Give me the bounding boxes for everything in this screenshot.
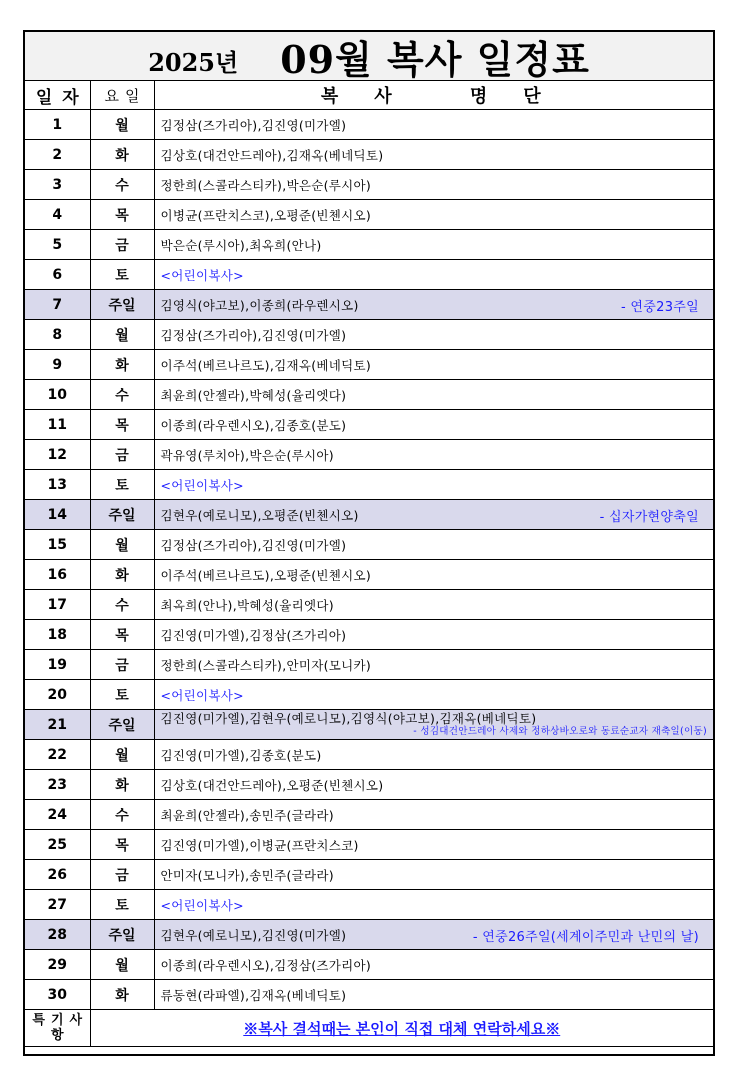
schedule-row <box>25 980 713 1010</box>
schedule-row <box>25 200 713 230</box>
server-names: 최윤희(안젤라),박혜성(율리엣다) <box>160 387 347 403</box>
servers-cell <box>154 830 713 860</box>
weekday: 주일 <box>90 920 154 950</box>
weekday: 화 <box>90 980 154 1010</box>
day-number: 19 <box>25 650 90 680</box>
servers-cell <box>154 740 713 770</box>
header-day: 일자 <box>25 81 90 110</box>
weekday: 수 <box>90 800 154 830</box>
servers-cell <box>154 350 713 380</box>
servers-cell <box>154 980 713 1010</box>
weekday: 목 <box>90 830 154 860</box>
servers-cell <box>154 230 713 260</box>
servers-cell <box>154 890 713 920</box>
server-names: 곽유영(루치아),박은순(루시아) <box>160 447 334 463</box>
schedule-row <box>25 740 713 770</box>
schedule-row <box>25 440 713 470</box>
server-names: 이주석(베르나르도),오평준(빈첸시오) <box>160 567 372 583</box>
schedule-row <box>25 680 713 710</box>
server-names: 김진영(미가엘),김종호(분도) <box>160 747 322 763</box>
schedule-row <box>25 650 713 680</box>
feast-note: - 십자가현양축일 <box>599 510 699 525</box>
server-names: 정한희(스콜라스티카),박은순(루시아) <box>160 177 372 193</box>
day-number: 30 <box>25 980 90 1010</box>
day-number: 23 <box>25 770 90 800</box>
servers-cell <box>154 620 713 650</box>
servers-cell <box>154 950 713 980</box>
server-names: 이병균(프란치스코),오평준(빈첸시오) <box>160 207 372 223</box>
day-number: 26 <box>25 860 90 890</box>
weekday: 토 <box>90 470 154 500</box>
weekday: 목 <box>90 200 154 230</box>
weekday: 목 <box>90 620 154 650</box>
day-number: 5 <box>25 230 90 260</box>
title-bar <box>25 32 713 81</box>
schedule-row <box>25 110 713 140</box>
server-names: 김정삼(즈가리아),김진영(미가엘) <box>160 537 347 553</box>
weekday: 토 <box>90 890 154 920</box>
day-number: 12 <box>25 440 90 470</box>
weekday: 수 <box>90 170 154 200</box>
server-names: 안미자(모니카),송민주(글라라) <box>160 867 334 883</box>
weekday: 금 <box>90 860 154 890</box>
server-names: 최옥희(안나),박혜성(율리엣다) <box>160 597 334 613</box>
server-names: <어린이복사> <box>160 477 244 493</box>
servers-cell <box>154 200 713 230</box>
day-number: 21 <box>25 710 90 740</box>
schedule-row <box>25 230 713 260</box>
server-names: 김진영(미가엘),이병균(프란치스코) <box>160 837 359 853</box>
server-names: <어린이복사> <box>160 267 244 283</box>
weekday: 토 <box>90 260 154 290</box>
day-number: 8 <box>25 320 90 350</box>
day-number: 24 <box>25 800 90 830</box>
server-names: 김상호(대건안드레아),김재옥(베네딕토) <box>160 147 384 163</box>
schedule-row <box>25 170 713 200</box>
page-title: 09월 복사 일정표 <box>280 36 590 82</box>
feast-note: - 연중23주일 <box>621 300 699 315</box>
servers-cell <box>154 380 713 410</box>
schedule-row <box>25 290 713 320</box>
weekday: 금 <box>90 440 154 470</box>
feast-note: - 연중26주일(세계이주민과 난민의 날) <box>472 930 699 945</box>
schedule-row <box>25 890 713 920</box>
schedule-row <box>25 140 713 170</box>
servers-cell <box>154 710 713 740</box>
schedule-row <box>25 260 713 290</box>
footer-row <box>25 1010 713 1047</box>
day-number: 14 <box>25 500 90 530</box>
schedule-row <box>25 860 713 890</box>
weekday: 화 <box>90 560 154 590</box>
day-number: 1 <box>25 110 90 140</box>
schedule-sheet <box>23 30 715 1056</box>
servers-cell <box>154 860 713 890</box>
servers-cell <box>154 410 713 440</box>
day-number: 29 <box>25 950 90 980</box>
server-names: 김진영(미가엘),김정삼(즈가리아) <box>160 627 347 643</box>
weekday: 주일 <box>90 290 154 320</box>
schedule-row <box>25 380 713 410</box>
servers-cell <box>154 500 713 530</box>
weekday: 화 <box>90 770 154 800</box>
server-names: <어린이복사> <box>160 687 244 703</box>
weekday: 월 <box>90 110 154 140</box>
server-names: 김영식(야고보),이종희(라우렌시오) <box>160 297 359 313</box>
servers-cell <box>154 920 713 950</box>
weekday: 목 <box>90 410 154 440</box>
weekday: 화 <box>90 350 154 380</box>
server-names: 김정삼(즈가리아),김진영(미가엘) <box>160 117 347 133</box>
day-number: 3 <box>25 170 90 200</box>
weekday: 주일 <box>90 710 154 740</box>
day-number: 27 <box>25 890 90 920</box>
servers-cell <box>154 530 713 560</box>
day-number: 11 <box>25 410 90 440</box>
header-names: 복사 명단 <box>154 81 713 110</box>
servers-cell <box>154 590 713 620</box>
servers-cell <box>154 770 713 800</box>
weekday: 금 <box>90 230 154 260</box>
weekday: 화 <box>90 140 154 170</box>
server-names: 박은순(루시아),최옥희(안나) <box>160 237 322 253</box>
day-number: 2 <box>25 140 90 170</box>
schedule-row <box>25 500 713 530</box>
schedule-row <box>25 590 713 620</box>
footer-label: 특기사항 <box>25 1010 90 1047</box>
servers-cell <box>154 470 713 500</box>
servers-cell <box>154 110 713 140</box>
schedule-row <box>25 710 713 740</box>
footer-message: ※복사 결석때는 본인이 직접 대체 연락하세요※ <box>90 1010 713 1047</box>
schedule-row <box>25 950 713 980</box>
servers-cell <box>154 650 713 680</box>
servers-cell <box>154 680 713 710</box>
weekday: 월 <box>90 320 154 350</box>
servers-cell <box>154 140 713 170</box>
day-number: 10 <box>25 380 90 410</box>
feast-note: - 성김대건안드레아 사제와 정하상바오로와 동료순교자 재축일(이동) <box>413 726 707 737</box>
weekday: 월 <box>90 530 154 560</box>
server-names: 최윤희(안젤라),송민주(글라라) <box>160 807 334 823</box>
title-year: 2025년 <box>148 47 239 77</box>
day-number: 18 <box>25 620 90 650</box>
day-number: 9 <box>25 350 90 380</box>
servers-cell <box>154 440 713 470</box>
schedule-row <box>25 530 713 560</box>
servers-cell <box>154 560 713 590</box>
weekday: 수 <box>90 380 154 410</box>
servers-cell <box>154 320 713 350</box>
day-number: 13 <box>25 470 90 500</box>
server-names: 이종희(라우렌시오),김종호(분도) <box>160 417 347 433</box>
schedule-row <box>25 800 713 830</box>
weekday: 금 <box>90 650 154 680</box>
day-number: 25 <box>25 830 90 860</box>
header-weekday: 요일 <box>90 81 154 110</box>
day-number: 15 <box>25 530 90 560</box>
servers-cell <box>154 290 713 320</box>
weekday: 수 <box>90 590 154 620</box>
weekday: 월 <box>90 740 154 770</box>
day-number: 17 <box>25 590 90 620</box>
schedule-row <box>25 470 713 500</box>
schedule-row <box>25 410 713 440</box>
schedule-table <box>25 81 713 1047</box>
schedule-row <box>25 620 713 650</box>
server-names: 이종희(라우렌시오),김정삼(즈가리아) <box>160 957 372 973</box>
servers-cell <box>154 260 713 290</box>
server-names: 정한희(스콜라스티카),안미자(모니카) <box>160 657 372 673</box>
servers-cell <box>154 170 713 200</box>
server-names: 김진영(미가엘),김현우(예로니모),김영식(야고보),김재옥(베네딕토) <box>160 711 537 726</box>
schedule-row <box>25 830 713 860</box>
schedule-row <box>25 350 713 380</box>
day-number: 22 <box>25 740 90 770</box>
weekday: 월 <box>90 950 154 980</box>
schedule-row <box>25 560 713 590</box>
schedule-row <box>25 320 713 350</box>
schedule-row <box>25 920 713 950</box>
day-number: 7 <box>25 290 90 320</box>
server-names: 김현우(예로니모),오평준(빈첸시오) <box>160 507 359 523</box>
header-row <box>25 81 713 110</box>
servers-cell <box>154 800 713 830</box>
server-names: 김현우(예로니모),김진영(미가엘) <box>160 927 347 943</box>
server-names: 류동현(라파엘),김재옥(베네딕토) <box>160 987 347 1003</box>
day-number: 20 <box>25 680 90 710</box>
weekday: 주일 <box>90 500 154 530</box>
weekday: 토 <box>90 680 154 710</box>
server-names: 이주석(베르나르도),김재옥(베네딕토) <box>160 357 372 373</box>
server-names: <어린이복사> <box>160 897 244 913</box>
schedule-row <box>25 770 713 800</box>
server-names: 김정삼(즈가리아),김진영(미가엘) <box>160 327 347 343</box>
day-number: 28 <box>25 920 90 950</box>
day-number: 4 <box>25 200 90 230</box>
day-number: 6 <box>25 260 90 290</box>
day-number: 16 <box>25 560 90 590</box>
server-names: 김상호(대건안드레아),오평준(빈첸시오) <box>160 777 384 793</box>
